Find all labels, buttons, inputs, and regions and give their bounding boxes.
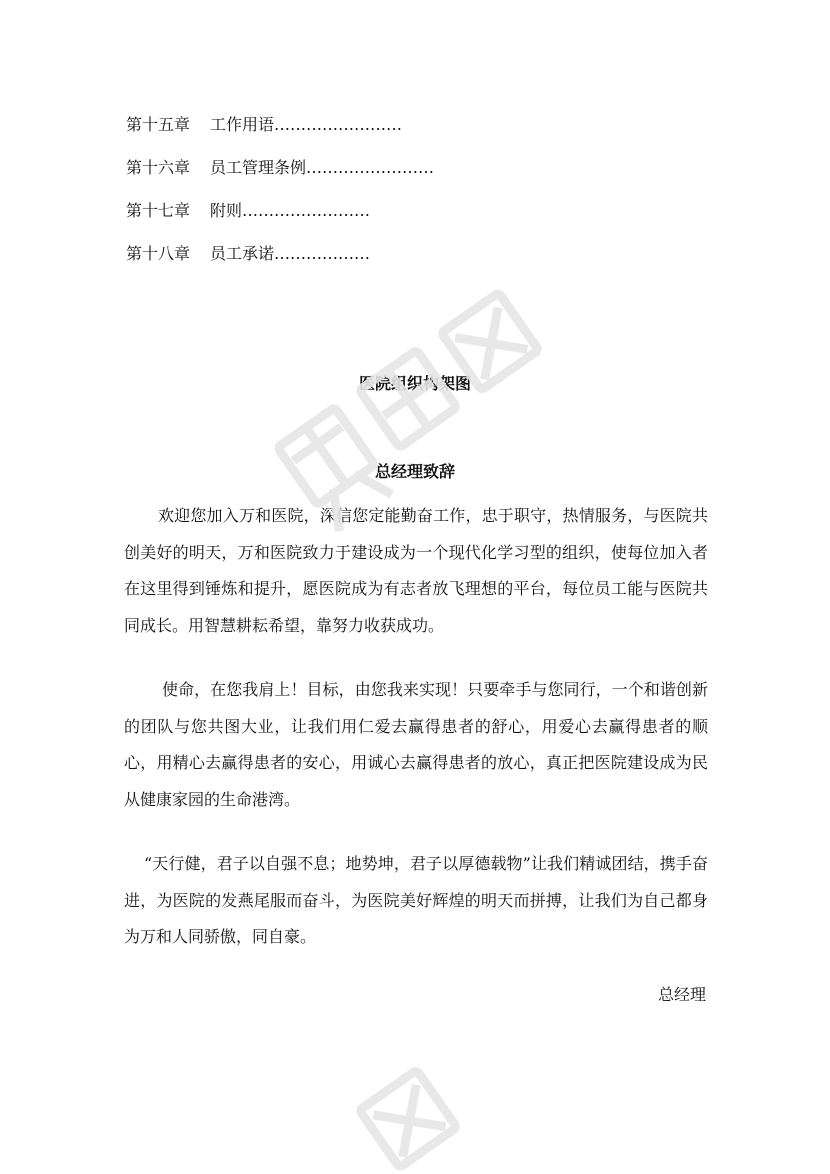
toc-title: 员工管理条例……………………: [210, 158, 435, 177]
toc-chapter: 第十六章: [126, 158, 191, 177]
paragraph-motto: [124, 846, 708, 956]
toc-title: 附则……………………: [210, 201, 371, 220]
paragraph-mission: 使命，在您我肩上！目标，由您我来实现！只要牵手与您同行，一个和谐创新的团队与您共图大业，让我们用仁爱去赢得患者的舒心，用爱心去赢得患者的顺心，用精心去赢得患者的安心，用诚心去赢得患者的放心，真正把医院建设成为民从健康家园的生命港湾。: [124, 680, 708, 809]
org-chart-title: 医院组织构架图: [358, 374, 471, 393]
toc-entry: [126, 112, 726, 155]
paragraph-motto-text: “天行健，君子以自强不息；地势坤，君子以厚德载物”让我们精诚团结，携手奋进，为医院的发燕尾服而奋斗，为医院美好辉煌的明天而拼搏，让我们为自己都身为万和人同骄傲，同自豪。: [124, 854, 708, 946]
toc-title: 员工承诺………………: [210, 244, 371, 263]
toc-entry: [126, 198, 726, 241]
toc-entry: [126, 241, 726, 284]
paragraph-welcome: 欢迎您加入万和医院，深信您定能勤奋工作，忠于职守，热情服务，与医院共创美好的明天，万和医院致力于建设成为一个现代化学习型的组织，使每位加入者在这里得到锤炼和提升，愿医院成为有志者放飞理想的平台，每位员工能与医院共同成长。用智慧耕耘希望，靠努力收获成功。: [124, 506, 708, 635]
toc-chapter: 第十七章: [126, 201, 191, 220]
message-title: 总经理致辞: [374, 462, 455, 481]
toc-chapter: 第十八章: [126, 244, 191, 263]
toc-entry: [126, 155, 726, 198]
signature: 总经理: [657, 985, 706, 1004]
table-of-contents: [126, 112, 726, 284]
toc-chapter: 第十五章: [126, 115, 191, 134]
toc-title: 工作用语……………………: [210, 115, 403, 134]
